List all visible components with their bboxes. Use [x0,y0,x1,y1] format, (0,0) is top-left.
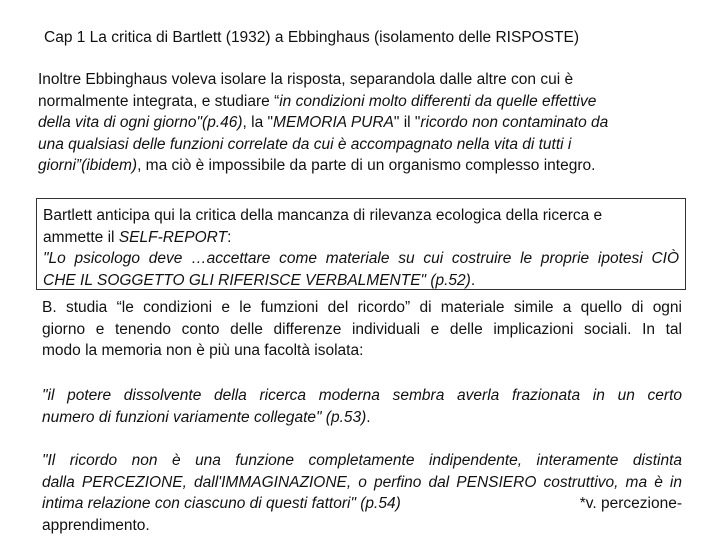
quote-span: ricordo non contaminato da [420,114,609,131]
text-line: giorno e tenendo conto delle differenze individuali e delle implicazioni sociali. In tal [42,320,682,338]
text-line [38,155,684,177]
text-line: Inoltre Ebbinghaus voleva isolare la risposta, separandola dalle altre con cui è [38,71,574,88]
text-span: " il " [393,114,421,131]
text-line: "Lo psicologo deve …accettare come materiale su cui costruire le proprie ipotesi CIÒ [43,250,679,267]
quote-span: SELF-REPORT [118,228,228,246]
text-line [38,112,684,134]
text-line [43,270,679,292]
text-line [42,407,682,429]
text-line: Bartlett anticipa qui la critica della mancanza di rilevanza ecologica della ricerca e [43,207,603,224]
text-line: modo la memoria non è più una facoltà isolata: [42,342,364,359]
text-span: normalmente integrata, e studiare “ [38,92,280,110]
text-span: *v. percezione- [579,495,682,512]
text-line: B. studia “le condizioni e le fumzioni del ricordo” di materiale simile a quello di ogni [42,299,682,316]
text-span: ammette il [43,228,119,246]
quote-span: MEMORIA PURA [273,114,394,131]
quote-paragraph-1 [42,385,682,428]
text-line [43,227,679,249]
quote-span: intima relazione con ciascuno di questi fattori" (p.54) [42,495,401,512]
quote-span: della vita di ogni giorno"(p.46) [38,114,243,131]
quote-span: CHE IL SOGGETTO GLI RIFERISCE VERBALMENTE" (p.52) [43,271,471,289]
text-span: , ma ciò è impossibile da parte di un organismo complesso integro. [137,157,596,174]
text-line: dalla PERCEZIONE, dall'IMMAGINAZIONE, o perfino dal PENSIERO costruttivo, ma è in [42,473,682,491]
text-line [42,493,682,515]
text-span: : [227,228,232,246]
text-line: "Il ricordo non è una funzione completamente indipendente, interamente distinta [42,452,682,469]
text-line: apprendimento. [42,516,150,534]
text-line [38,91,684,113]
text-span: . [366,408,371,426]
quote-paragraph-2 [42,450,682,536]
quote-span: in condizioni molto differenti da quelle effettive [279,92,597,110]
bartlett-paragraph [42,297,682,362]
text-span: , la " [242,114,274,131]
quote-span: numero di funzioni variamente collegate" (p.53) [42,408,367,426]
boxed-note [36,198,686,290]
intro-paragraph [38,69,684,177]
quote-span: giorni”(ibidem) [38,157,138,174]
text-line: "il potere dissolvente della ricerca moderna sembra averla frazionata in un certo [42,387,682,404]
text-line: una qualsiasi delle funzioni correlate da cui è accompagnato nella vita di tutti i [38,135,572,153]
page-title: Cap 1 La critica di Bartlett (1932) a Ebbinghaus (isolamento delle RISPOSTE) [44,29,580,46]
text-span: . [470,271,476,289]
